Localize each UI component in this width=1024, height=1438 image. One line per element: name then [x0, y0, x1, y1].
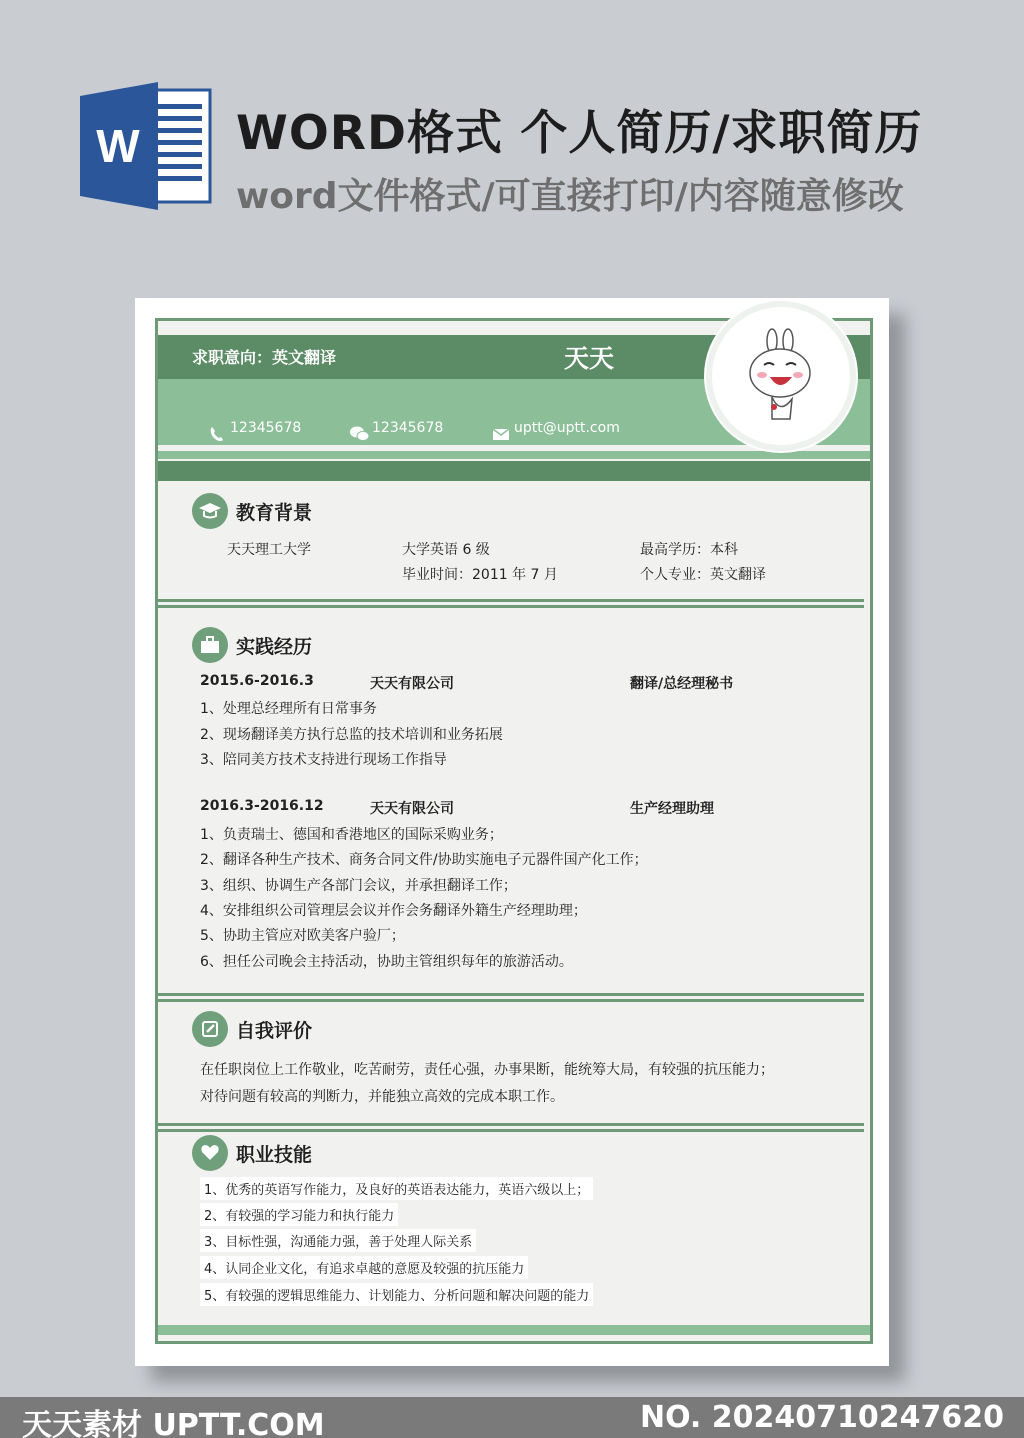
degree: 最高学历：本科	[640, 542, 738, 558]
wechat-contact	[350, 413, 443, 443]
experience-title: 实践经历	[236, 635, 313, 658]
skill-item: 5、有较强的逻辑思维能力、计划能力、分析问题和解决问题的能力	[200, 1283, 593, 1306]
phone-contact	[208, 413, 301, 443]
graduation-cap-icon	[192, 493, 228, 529]
band-bottom	[158, 461, 870, 481]
site-name: 天天素材 UPTT.COM	[22, 1408, 325, 1438]
heart-icon	[192, 1135, 228, 1171]
phone-number: 12345678	[230, 420, 302, 436]
job-company: 天天有限公司	[370, 801, 454, 817]
candidate-name: 天天	[564, 344, 615, 373]
band-low	[158, 451, 870, 459]
job-duty: 1、处理总经理所有日常事务	[200, 701, 377, 717]
major: 个人专业：英文翻译	[640, 567, 766, 583]
svg-text:W: W	[96, 120, 140, 172]
job-intent: 求职意向：英文翻译	[192, 348, 337, 367]
skill-item: 1、优秀的英语写作能力，及良好的英语表达能力，英语六级以上；	[200, 1177, 593, 1200]
email-contact	[492, 413, 620, 443]
english-level: 大学英语 6 级	[402, 542, 490, 558]
avatar	[706, 301, 856, 451]
job-company: 天天有限公司	[370, 676, 454, 692]
job-period: 2016.3-2016.12	[200, 798, 324, 814]
job-duty: 1、负责瑞士、德国和香港地区的国际采购业务；	[200, 827, 503, 843]
section-divider	[158, 599, 864, 608]
skills-heading	[192, 1135, 312, 1171]
resume-paper	[135, 298, 889, 1366]
wechat-id: 12345678	[372, 420, 444, 436]
section-divider	[158, 993, 864, 1002]
bottom-band	[158, 1325, 870, 1335]
job-role: 翻译/总经理秘书	[630, 676, 734, 692]
skills-title: 职业技能	[236, 1143, 313, 1166]
job-role: 生产经理助理	[630, 801, 714, 817]
job-duty: 2、现场翻译美方执行总监的技术培训和业务拓展	[200, 727, 503, 743]
job-duty: 3、组织、协调生产各部门会议，并承担翻译工作；	[200, 878, 517, 894]
job-period: 2015.6-2016.3	[200, 673, 314, 689]
self-eval-line: 对待问题有较高的判断力，并能独立高效的完成本职工作。	[200, 1089, 564, 1105]
graduation-date: 毕业时间：2011 年 7 月	[402, 567, 558, 583]
job-duty: 6、担任公司晚会主持活动，协助主管组织每年的旅游活动。	[200, 954, 573, 970]
wechat-icon	[350, 425, 368, 443]
banner-title: WORD格式 个人简历/求职简历	[236, 106, 923, 161]
mail-icon	[492, 425, 510, 443]
watermark-footer	[0, 1397, 1024, 1438]
skill-item: 2、有较强的学习能力和执行能力	[200, 1203, 398, 1226]
education-title: 教育背景	[236, 501, 313, 524]
job-duty: 5、协助主管应对欧美客户验厂；	[200, 928, 405, 944]
phone-icon	[208, 425, 226, 443]
banner-subtitle: word文件格式/可直接打印/内容随意修改	[236, 176, 904, 217]
briefcase-icon	[192, 627, 228, 663]
cartoon-bunny-icon	[712, 307, 850, 445]
resume-frame	[155, 318, 873, 1344]
experience-heading	[192, 627, 312, 663]
job-duty: 2、翻译各种生产技术、商务合同文件/协助实施电子元器件国产化工作；	[200, 852, 648, 868]
section-divider	[158, 1123, 864, 1132]
email-address: uptt@uptt.com	[514, 420, 620, 436]
word-logo-icon	[80, 82, 212, 210]
skill-item: 3、目标性强，沟通能力强，善于处理人际关系	[200, 1229, 476, 1252]
job-duty: 3、陪同美方技术支持进行现场工作指导	[200, 752, 447, 768]
school-name: 天天理工大学	[227, 542, 311, 558]
self-eval-heading	[192, 1011, 312, 1047]
self-eval-line: 在任职岗位上工作敬业，吃苦耐劳，责任心强，办事果断，能统筹大局，有较强的抗压能力；	[200, 1062, 774, 1078]
education-heading	[192, 493, 312, 529]
image-number: NO. 20240710247620	[639, 1400, 1004, 1435]
job-duty: 4、安排组织公司管理层会议并作会务翻译外籍生产经理助理；	[200, 903, 587, 919]
pencil-icon	[192, 1011, 228, 1047]
self-eval-title: 自我评价	[236, 1019, 313, 1042]
skill-item: 4、认同企业文化，有追求卓越的意愿及较强的抗压能力	[200, 1256, 528, 1279]
